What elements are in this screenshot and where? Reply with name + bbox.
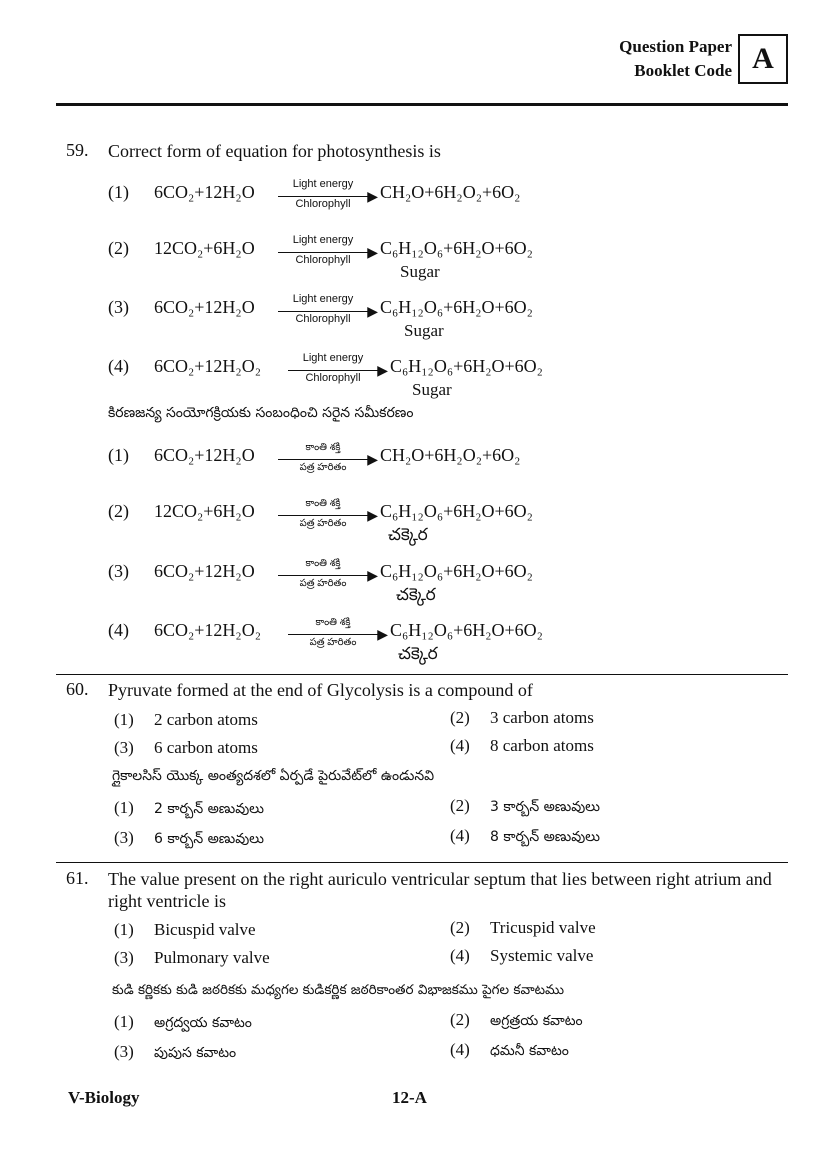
question-60 [66, 679, 790, 701]
option-en-3: (3) 6 carbon atoms [114, 738, 258, 757]
question-text-te: కుడి కర్ణికకు కుడి జఠరికకు మధ్యగల కుడికర్ణిక జఠరికాంతర విభాజకము పైగల కవాటము [112, 982, 564, 998]
question-number: 60. [66, 679, 89, 699]
booklet-code-header [619, 34, 788, 84]
option-en-1: (1) Bicuspid valve [114, 920, 256, 939]
question-text-en: The value present on the right auriculo ventricular septum that lies between right atrium and right ventricle is [108, 869, 772, 911]
question-text-te: గ్లైకాలసిస్ యొక్క అంత్యదశలో ఏర్పడే పైరువేట్‌లో ఉండునవి [112, 768, 435, 784]
question-number: 59. [66, 140, 89, 160]
question-text-en: Correct form of equation for photosynthesis is [108, 141, 441, 161]
booklet-code-label: Question Paper Booklet Code [619, 37, 732, 80]
reaction-arrow: Light energy ▶ Chlorophyll [278, 234, 378, 270]
booklet-code-box: A [738, 34, 788, 84]
question-61 [66, 868, 790, 912]
option-en-3: (3) Pulmonary valve [114, 948, 270, 967]
option-te-3: (3) పుపుస కవాటం [114, 1042, 237, 1061]
option-en-2: (2) 3 carbon atoms [450, 708, 594, 727]
reaction-arrow: Light energy ▶ Chlorophyll [288, 352, 388, 388]
option-en-1: (1) 2 carbon atoms [114, 710, 258, 729]
footer-subject: V-Biology [68, 1088, 140, 1107]
reaction-arrow: Light energy ▶ Chlorophyll [278, 293, 378, 329]
reaction-arrow: కాంతి శక్తి ▶ పత్ర హరితం [278, 497, 378, 533]
reaction-arrow: కాంతి శక్తి ▶ పత్ర హరితం [288, 616, 388, 652]
option-te-1: (1) అగ్రద్వయ కవాటం [114, 1012, 252, 1031]
reaction-arrow: కాంతి శక్తి ▶ పత్ర హరితం [278, 441, 378, 477]
option-te-2: (2) అగ్రత్రయ కవాటం [450, 1010, 583, 1029]
question-divider [56, 674, 788, 675]
question-text-en: Pyruvate formed at the end of Glycolysis is a compound of [108, 680, 533, 700]
option-te-2: (2) 3 కార్బన్ అణువులు [450, 796, 600, 815]
question-text-te: కిరణజన్య సంయోగక్రియకు సంబంధించి సరైన సమీకరణం [108, 405, 414, 421]
header-rule [56, 103, 788, 106]
option-en-4: (4) 8 carbon atoms [450, 736, 594, 755]
exam-page: Question Paper Booklet Code A 59. Correct form of equation for photosynthesis is (1) 6CO₂+12H₂O Light energy ▶ Chlorophyll CH₂O+6H₂O₂+6O₂ (2) 12CO₂+6H₂O Light energy ▶ Chlorophyll C₆H₁₂O₆+6H₂O+6O₂ Sugar (3) 6CO₂+12H₂O Light energy ▶ Chlorophyll C₆H₁₂O₆+6H₂O+6O₂ Sugar (4) 6CO₂+12H₂O₂ Light energy ▶ Chlorophyll C₆H₁₂O₆+6H₂O+6O₂ Sugar కిరణజన్య సంయోగక్రియకు సంబంధించి సరైన సమీకరణం (1) 6CO₂+12H₂O కాంతి శక్తి ▶ పత్ర హరితం CH₂O+6H₂O₂+6O₂ (2) 12CO₂+6H₂O కాంతి శక్తి ▶ పత్ర హరితం C₆H₁₂O₆+6H₂O+6O₂ చక్కెర (3) 6CO₂+12H₂O కాంతి శక్తి ▶ పత్ర హరితం C₆H₁₂O₆+6H₂O+6O₂ చక్కెర (4) 6CO₂+12H₂O₂ కాంతి శక్తి ▶ పత్ర హరితం C₆H₁₂O₆+6H₂O+6O₂ చక్కెర 60. Pyruvate formed at the end of Glycolysis is a compound of (1) 2 carbon atoms (2) 3 carbon atoms (3) 6 carbon atoms (4) 8 carbon atoms గ్లైకాలసిస్ యొక్క అంత్యదశలో ఏర్పడే పైరువేట్‌లో ఉండునవి (1) 2 కార్బన్ అణువులు (2) 3 కార్బన్ అణువులు (3) 6 కార్బన్ అణువులు (4) 8 కార్బన్ అణువులు 61. The value present on the right auriculo ventricular septum that lies between right atrium and right ventricle is (1) Bicuspid valve (2) Tricuspid valve (3) Pulmonary valve (4) Systemic valve కుడి కర్ణికకు కుడి జఠరికకు మధ్యగల కుడికర్ణిక జఠరికాంతర విభాజకము పైగల కవాటము (1) అగ్రద్వయ కవాటం (2) అగ్రత్రయ కవాటం (3) పుపుస కవాటం (4) ధమనీ కవాటం V-Biology 12-A [0, 0, 818, 1169]
question-59 [66, 140, 790, 162]
option-te-4: (4) 8 కార్బన్ అణువులు [450, 826, 600, 845]
question-divider [56, 862, 788, 863]
option-te-4: (4) ధమనీ కవాటం [450, 1040, 569, 1059]
option-te-3: (3) 6 కార్బన్ అణువులు [114, 828, 264, 847]
reaction-arrow: Light energy ▶ Chlorophyll [278, 178, 378, 214]
option-en-2: (2) Tricuspid valve [450, 918, 596, 937]
question-number: 61. [66, 868, 89, 888]
option-te-1: (1) 2 కార్బన్ అణువులు [114, 798, 264, 817]
reaction-arrow: కాంతి శక్తి ▶ పత్ర హరితం [278, 557, 378, 593]
footer-page-number: 12-A [392, 1088, 427, 1107]
option-en-4: (4) Systemic valve [450, 946, 594, 965]
